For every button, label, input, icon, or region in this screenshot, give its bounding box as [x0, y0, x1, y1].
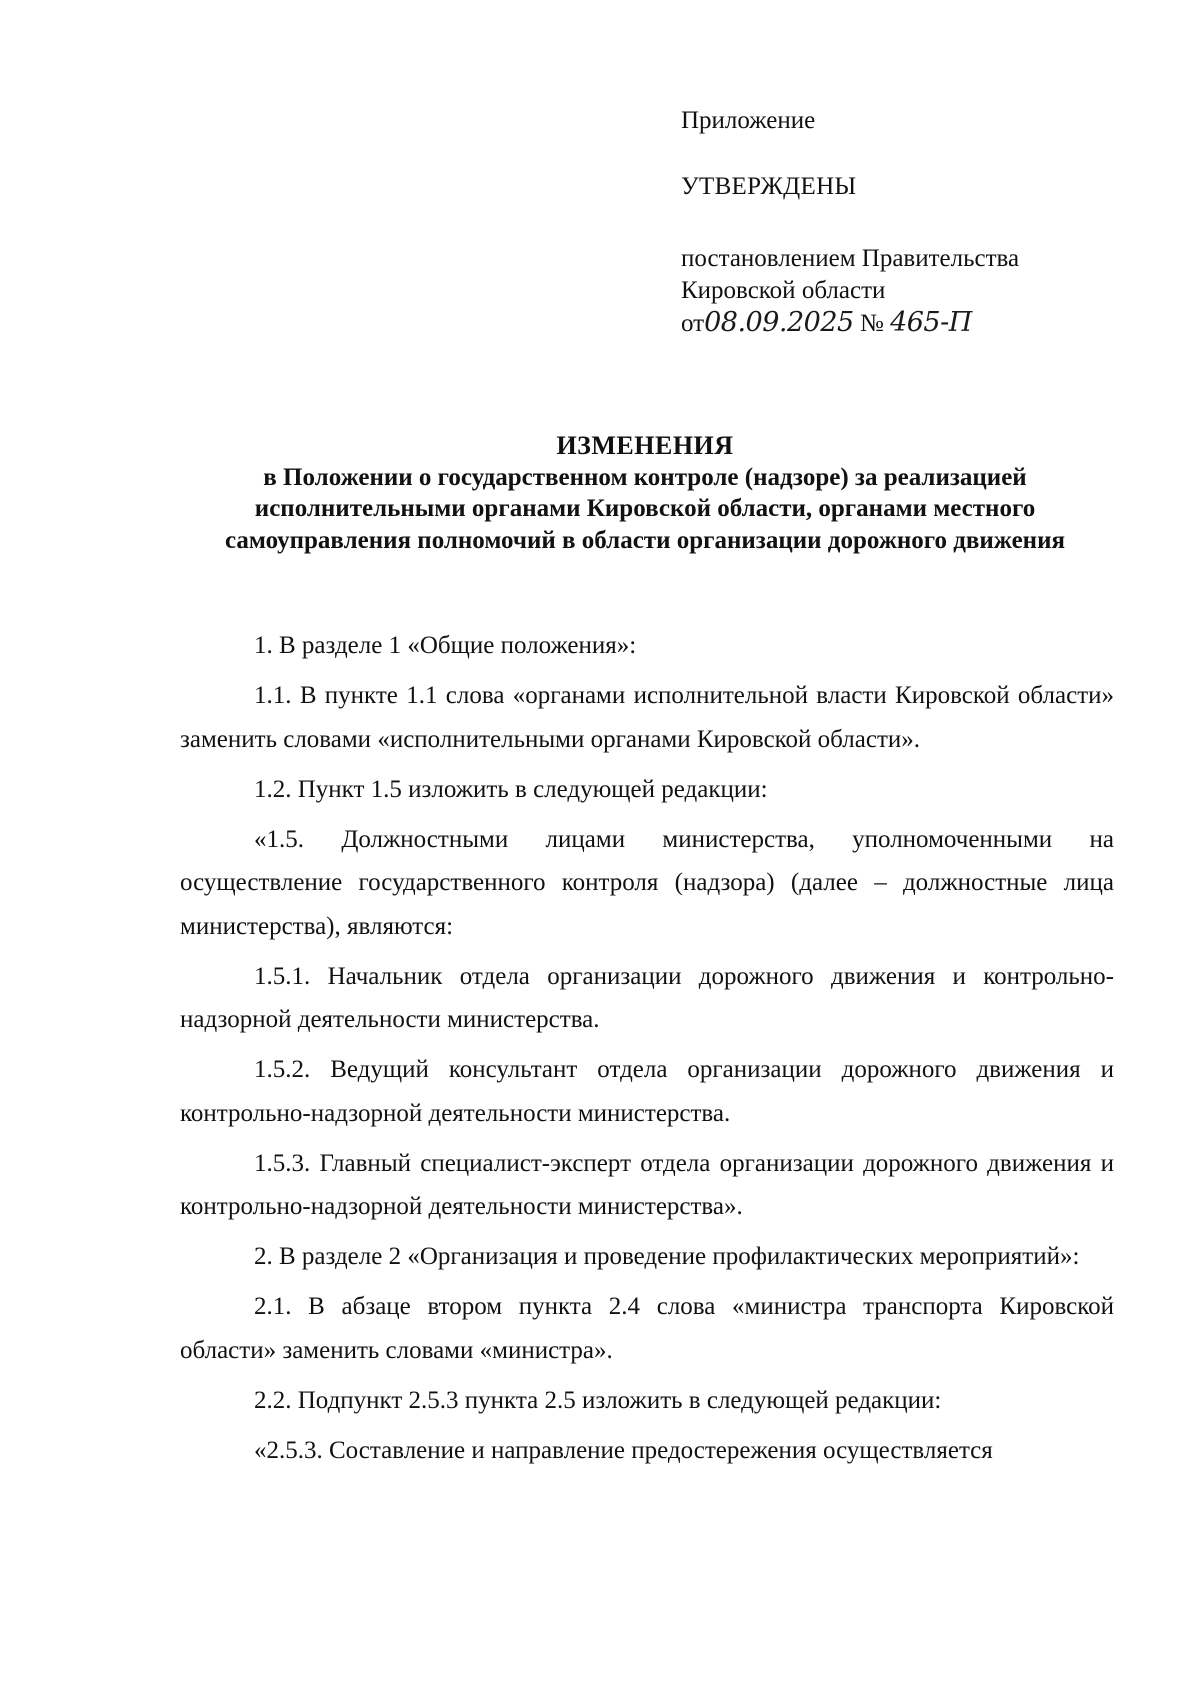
approved-label: УТВЕРЖДЕНЫ	[681, 173, 857, 200]
document-subtitle: в Положении о государственном контроле (надзоре) за реализацией исполнительными органами Кировской области, органами местного самоуправления полномочий в области организации дорожного движения	[224, 463, 1066, 554]
decree-line-1: постановлением Правительства	[681, 245, 1020, 272]
appendix-label: Приложение	[681, 107, 816, 134]
paragraph: 1.1. В пункте 1.1 слова «органами исполнительной власти Кировской области» заменить словами «исполнительными органами Кировской области».	[180, 682, 1114, 753]
paragraph: 1.5.1. Начальник отдела организации дорожного движения и контрольно-надзорной деятельности министерства.	[180, 962, 1114, 1033]
document-body	[180, 624, 1114, 1472]
paragraph: 1.2. Пункт 1.5 изложить в следующей редакции:	[254, 775, 768, 803]
paragraph: «2.5.3. Составление и направление предостережения осуществляется	[254, 1436, 993, 1464]
decree-line-2: Кировской области	[681, 277, 886, 304]
paragraph: 1.5.2. Ведущий консультант отдела организации дорожного движения и контрольно-надзорной деятельности министерства.	[180, 1056, 1114, 1127]
paragraph: «1.5. Должностными лицами министерства, уполномоченными на осуществление государственного контроля (надзора) (далее – должностные лица министерства), являются:	[180, 825, 1114, 940]
paragraph: 2.1. В абзаце втором пункта 2.4 слова «министра транспорта Кировской области» заменить словами «министра».	[180, 1293, 1114, 1364]
paragraph: 1.5.3. Главный специалист-эксперт отдела организации дорожного движения и контрольно-надзорной деятельности министерства».	[180, 1149, 1114, 1220]
approval-stamp-block	[681, 105, 1161, 340]
paragraph: 2. В разделе 2 «Организация и проведение профилактических мероприятий»:	[254, 1243, 1080, 1270]
number-sign: №	[853, 310, 891, 337]
decree-date-number-line	[681, 307, 1161, 340]
paragraph: 2.2. Подпункт 2.5.3 пункта 2.5 изложить в следующей редакции:	[254, 1386, 942, 1414]
paragraph: 1. В разделе 1 «Общие положения»:	[254, 632, 637, 659]
handwritten-number: 465-П	[890, 307, 972, 338]
date-prefix: от	[681, 310, 705, 337]
document-title: ИЗМЕНЕНИЯ	[556, 431, 734, 460]
document-title-block	[180, 430, 1110, 556]
handwritten-date: 08.09.2025	[704, 307, 854, 338]
